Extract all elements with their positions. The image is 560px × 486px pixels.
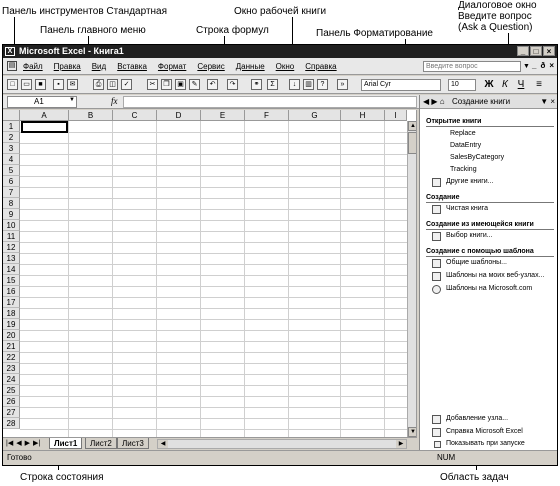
gridline (384, 121, 385, 437)
gridline (112, 121, 113, 437)
recent-file[interactable]: Replace (450, 130, 476, 137)
prev-sheet-icon[interactable]: ◀ (16, 440, 22, 447)
recent-file[interactable]: SalesByCategory (450, 154, 505, 161)
menu-file[interactable]: Файл (23, 62, 43, 71)
underline-icon[interactable]: Ч (517, 79, 525, 90)
tab-sheet3[interactable]: Лист3 (117, 438, 149, 449)
chevron-down-icon[interactable]: ▼ (523, 63, 530, 70)
gridline (20, 165, 407, 166)
callout-formatting-toolbar: Панель Форматирование (316, 28, 433, 39)
main-menu-bar (3, 58, 557, 75)
gridline (20, 242, 407, 243)
align-left-icon[interactable]: ≡ (536, 79, 542, 90)
task-pane-close-icon[interactable]: ▼ × (540, 97, 555, 106)
row-header[interactable]: 22 (3, 352, 20, 363)
chevron-down-icon[interactable]: ▼ (69, 97, 75, 103)
section-from-existing: Создание из имеющейся книги (426, 221, 534, 228)
my-websites-templates-link[interactable]: Шаблоны на моих веб-узлах... (446, 272, 545, 279)
choose-workbook-icon (432, 232, 441, 241)
row-header[interactable]: 7 (3, 187, 20, 198)
gridline (20, 209, 407, 210)
row-header[interactable]: 5 (3, 165, 20, 176)
help-icon (432, 428, 441, 437)
open-icon[interactable]: ▭ (21, 79, 32, 90)
gridline (20, 187, 407, 188)
gridline (68, 121, 69, 437)
blank-workbook-icon (432, 205, 441, 214)
gridline (20, 132, 407, 133)
menu-help[interactable]: Справка (305, 62, 337, 71)
gridline (20, 308, 407, 309)
excel-help-link[interactable]: Справка Microsoft Excel (446, 428, 523, 435)
gridline (156, 121, 157, 437)
paste-icon[interactable]: ▣ (175, 79, 186, 90)
section-divider (426, 202, 554, 203)
sheet-tab-bar (3, 437, 417, 449)
row-header[interactable]: 9 (3, 209, 20, 220)
column-header-g[interactable]: G (289, 110, 341, 121)
gridline (20, 275, 407, 276)
minimize-icon[interactable]: _ (517, 46, 529, 56)
callout-formula-bar: Строка формул (196, 25, 269, 36)
scroll-down-icon[interactable]: ▼ (408, 427, 417, 437)
gridline (20, 154, 407, 155)
status-num-lock: NUM (437, 453, 456, 462)
excel-window (2, 44, 558, 466)
gridline (244, 121, 245, 437)
gridline (20, 363, 407, 364)
row-header[interactable]: 6 (3, 176, 20, 187)
first-sheet-icon[interactable]: |◀ (6, 440, 14, 447)
row-header[interactable]: 1 (3, 121, 20, 132)
show-at-startup-checkbox[interactable] (434, 441, 441, 448)
gridline (20, 429, 407, 430)
more-workbooks-link[interactable]: Другие книги... (446, 178, 494, 185)
menu-tools[interactable]: Сервис (197, 62, 225, 71)
scroll-left-icon[interactable]: ◀ (158, 440, 168, 448)
task-pane-nav-icon[interactable]: ◀ ▶ ⌂ (423, 97, 445, 106)
document-icon[interactable]: ▤ (8, 62, 16, 69)
row-header[interactable]: 14 (3, 264, 20, 275)
column-header-a[interactable]: A (20, 110, 69, 121)
recent-file[interactable]: DataEntry (450, 142, 482, 149)
preview-icon[interactable]: ◫ (107, 79, 118, 90)
row-header[interactable]: 27 (3, 407, 20, 418)
window-controls (517, 46, 555, 56)
column-header-b[interactable]: B (69, 110, 113, 121)
row-header[interactable]: 8 (3, 198, 20, 209)
row-header[interactable]: 3 (3, 143, 20, 154)
globe-icon (432, 285, 441, 294)
callout-ask-question-1: Диалоговое окно (458, 0, 537, 11)
undo-icon[interactable]: ↶ (207, 79, 218, 90)
horizontal-scrollbar[interactable] (157, 439, 407, 449)
menu-insert[interactable]: Вставка (117, 62, 147, 71)
gridline (20, 264, 407, 265)
name-box[interactable]: A1 (7, 96, 77, 108)
bold-icon[interactable]: Ж (484, 79, 494, 90)
row-header[interactable]: 25 (3, 385, 20, 396)
callout-task-pane: Область задач (440, 472, 509, 483)
toolbar (3, 76, 557, 94)
row-header[interactable]: 21 (3, 341, 20, 352)
gridline (200, 121, 201, 437)
ask-question-input[interactable]: Введите вопрос (423, 61, 521, 72)
last-sheet-icon[interactable]: ▶| (32, 440, 41, 447)
tab-navigation (6, 438, 40, 449)
general-templates-icon (432, 259, 441, 268)
recent-file[interactable]: Tracking (450, 166, 477, 173)
row-header[interactable]: 23 (3, 363, 20, 374)
menu-view[interactable]: Вид (91, 62, 107, 71)
print-icon[interactable]: ⎙ (93, 79, 104, 90)
callout-status-bar: Строка состояния (20, 472, 104, 483)
row-header[interactable]: 19 (3, 319, 20, 330)
gridline (20, 198, 407, 199)
help-icon[interactable]: ? (317, 79, 328, 90)
new-icon[interactable]: □ (7, 79, 18, 90)
gridline (288, 121, 289, 437)
menu-format[interactable]: Формат (157, 62, 187, 71)
tab-sheet2[interactable]: Лист2 (85, 438, 117, 449)
section-divider (426, 126, 554, 127)
callout-workbook-window: Окно рабочей книги (234, 6, 327, 17)
section-divider (426, 256, 554, 257)
select-all-corner[interactable] (3, 110, 20, 121)
row-header[interactable]: 2 (3, 132, 20, 143)
chart-wizard-icon[interactable]: ▥ (303, 79, 314, 90)
gridline (20, 352, 407, 353)
general-templates-link[interactable]: Общие шаблоны... (446, 259, 507, 266)
excel-app-icon: X (5, 47, 15, 56)
copy-icon[interactable]: ❐ (161, 79, 172, 90)
add-network-place-link[interactable]: Добавление узла... (446, 415, 509, 422)
section-divider (426, 229, 554, 230)
folder-icon (432, 178, 441, 187)
column-header-h[interactable]: H (341, 110, 385, 121)
column-header-c[interactable]: C (113, 110, 157, 121)
gridline (20, 253, 407, 254)
web-templates-icon (432, 272, 441, 281)
scroll-up-icon[interactable]: ▲ (408, 121, 417, 131)
menu-data[interactable]: Данные (235, 62, 265, 71)
menu-edit[interactable]: Правка (53, 62, 81, 71)
callout-ask-question-3: (Ask a Question) (458, 22, 533, 33)
gridline (20, 220, 407, 221)
row-header[interactable]: 4 (3, 154, 20, 165)
close-icon[interactable]: × (543, 46, 555, 56)
status-ready: Готово (7, 453, 32, 462)
gridline (20, 231, 407, 232)
gridline (20, 319, 407, 320)
column-header-i[interactable]: I (385, 110, 407, 121)
formula-input[interactable] (123, 96, 417, 108)
row-header[interactable]: 13 (3, 253, 20, 264)
workbook-close-icon[interactable]: × (549, 61, 554, 70)
gridline (20, 297, 407, 298)
toolbar-options-icon[interactable]: » (337, 79, 348, 90)
hyperlink-icon[interactable]: ⚭ (251, 79, 262, 90)
status-bar (3, 450, 557, 465)
font-size-select[interactable]: 10 (448, 79, 476, 91)
font-name-select[interactable]: Arial Cyr (361, 79, 441, 91)
workbook-restore-icon[interactable]: ð (540, 61, 546, 70)
autosum-icon[interactable]: Σ (267, 79, 278, 90)
window-title: Microsoft Excel - Книга1 (19, 46, 124, 56)
column-header-d[interactable]: D (157, 110, 201, 121)
format-painter-icon[interactable]: ✎ (189, 79, 200, 90)
gridline (20, 407, 407, 408)
save-icon[interactable]: ■ (35, 79, 46, 90)
fx-icon[interactable]: fx (111, 96, 118, 106)
vertical-scrollbar[interactable] (407, 121, 417, 437)
active-cell-a1[interactable] (21, 121, 68, 133)
tab-sheet1[interactable]: Лист1 (49, 438, 82, 449)
worksheet-grid[interactable] (3, 110, 417, 437)
section-create: Создание (426, 194, 460, 201)
row-header[interactable]: 26 (3, 396, 20, 407)
menu-window[interactable]: Окно (275, 62, 295, 71)
gridline (20, 385, 407, 386)
workbook-controls (532, 60, 554, 72)
email-icon[interactable]: ✉ (67, 79, 78, 90)
row-header[interactable]: 28 (3, 418, 20, 429)
gridline (20, 143, 407, 144)
task-pane-header (420, 95, 558, 109)
microsoft-templates-link[interactable]: Шаблоны на Microsoft.com (446, 285, 533, 292)
callout-main-menu: Панель главного меню (40, 25, 146, 36)
sort-ascending-icon[interactable]: ↓ (289, 79, 300, 90)
add-place-icon (432, 415, 441, 424)
column-header-e[interactable]: E (201, 110, 245, 121)
workbook-minimize-icon[interactable]: _ (531, 61, 537, 70)
gridline (340, 121, 341, 437)
maximize-icon[interactable]: □ (530, 46, 542, 56)
row-header[interactable]: 17 (3, 297, 20, 308)
gridline (20, 330, 407, 331)
row-header[interactable]: 12 (3, 242, 20, 253)
gridline (20, 396, 407, 397)
scroll-thumb[interactable] (408, 132, 417, 154)
cut-icon[interactable]: ✂ (147, 79, 158, 90)
choose-workbook-link[interactable]: Выбор книги... (446, 232, 493, 239)
section-templates: Создание с помощью шаблона (426, 248, 534, 255)
row-header[interactable]: 10 (3, 220, 20, 231)
redo-icon[interactable]: ↷ (227, 79, 238, 90)
callout-ask-question-2: Введите вопрос (458, 11, 532, 22)
row-header[interactable]: 11 (3, 231, 20, 242)
title-bar (3, 45, 557, 58)
next-sheet-icon[interactable]: ▶ (24, 440, 30, 447)
scroll-right-icon[interactable]: ▶ (396, 440, 406, 448)
row-header[interactable]: 24 (3, 374, 20, 385)
gridline (20, 286, 407, 287)
italic-icon[interactable]: К (502, 79, 508, 90)
blank-workbook-link[interactable]: Чистая книга (446, 205, 488, 212)
task-pane-title[interactable]: Создание книги (452, 97, 511, 106)
row-header[interactable]: 16 (3, 286, 20, 297)
column-header-f[interactable]: F (245, 110, 289, 121)
row-header[interactable]: 20 (3, 330, 20, 341)
spelling-icon[interactable]: ✓ (121, 79, 132, 90)
row-header[interactable]: 15 (3, 275, 20, 286)
gridline (20, 374, 407, 375)
callout-standard-toolbar: Панель инструментов Стандартная (2, 6, 168, 17)
gridline (20, 176, 407, 177)
row-header[interactable]: 18 (3, 308, 20, 319)
show-at-startup-label: Показывать при запуске (446, 440, 525, 447)
gridline (20, 418, 407, 419)
section-open-workbook: Открытие книги (426, 118, 482, 125)
permission-icon[interactable]: ▪ (53, 79, 64, 90)
task-pane (419, 95, 557, 450)
gridline (20, 341, 407, 342)
